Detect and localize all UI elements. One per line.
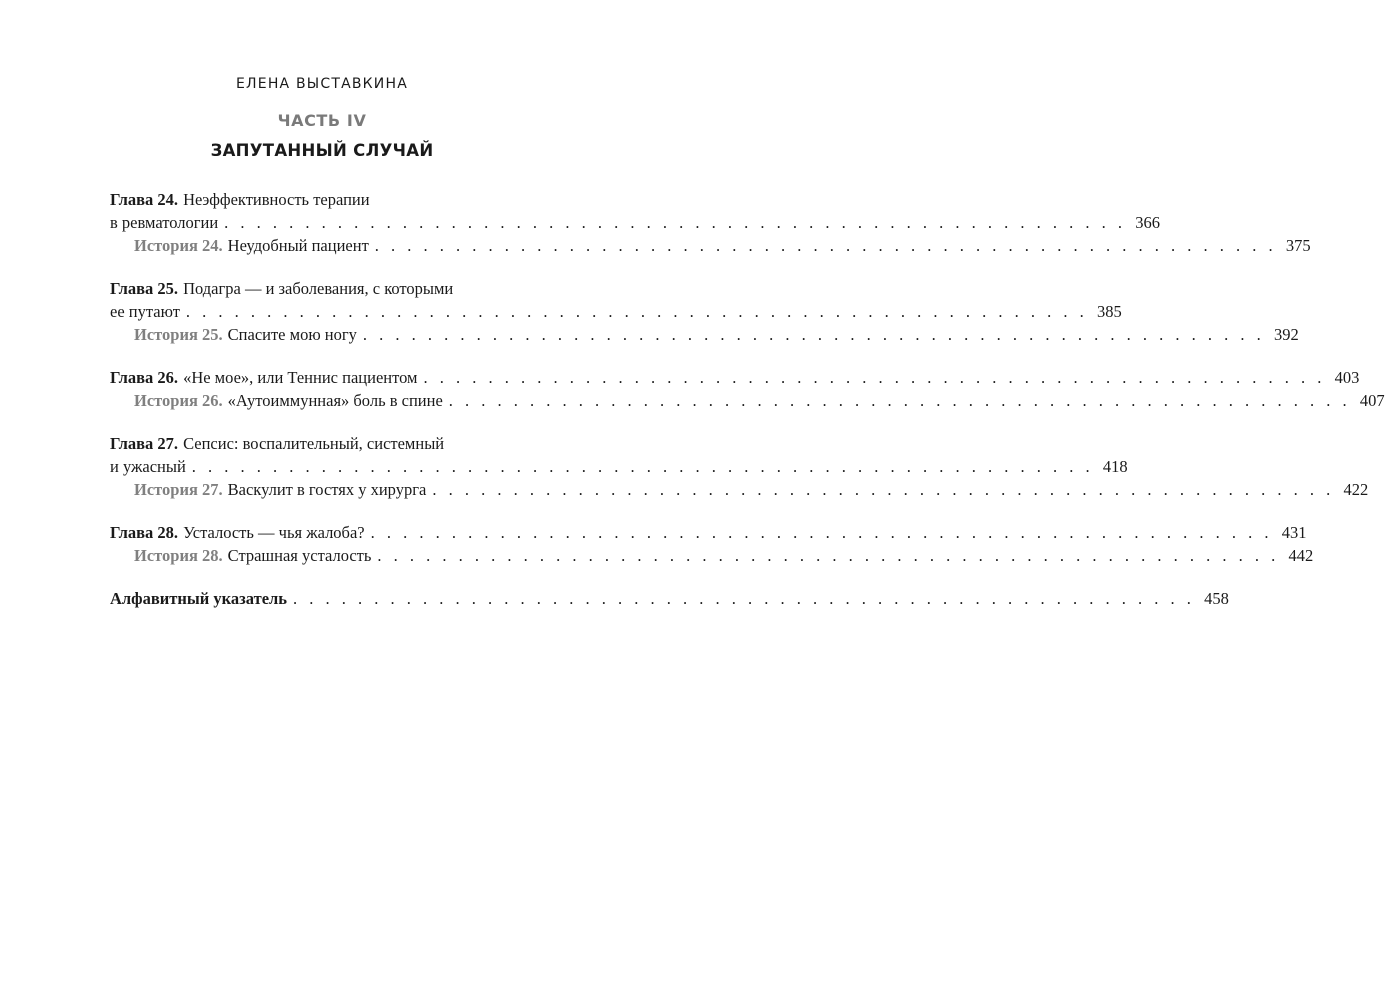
chapter-28-title: Усталость — чья жалоба? xyxy=(183,523,365,542)
chapter-25-title-line xyxy=(110,277,572,300)
dot-leader: . . . . . . . . . . . . . . . . . . . . . . . . . . . . . . . . . . . . . . . . . . . . . . . . . . . . . . . . xyxy=(370,523,1273,542)
story-28-label: История 28. xyxy=(134,546,223,565)
story-24-page: 375 xyxy=(1285,236,1311,255)
toc-group-28 xyxy=(110,521,1314,567)
story-24-entry[interactable] xyxy=(110,234,1311,257)
chapter-27-title: Сепсис: воспалительный, системный xyxy=(183,434,445,453)
dot-leader: . . . . . . . . . . . . . . . . . . . . . . . . . . . . . . . . . . . . . . . . . . . . . . . . . . . . . . . . xyxy=(293,589,1195,608)
index-page: 458 xyxy=(1204,589,1229,608)
chapter-27-title-line xyxy=(110,432,572,455)
chapter-24-entry[interactable] xyxy=(110,211,1161,234)
chapter-24-title-line xyxy=(110,188,572,211)
index-entry[interactable] xyxy=(110,587,1229,610)
chapter-28-entry[interactable] xyxy=(110,521,1307,544)
story-27-title: Васкулит в гостях у хирурга xyxy=(227,480,427,499)
table-of-contents xyxy=(110,188,1385,630)
chapter-25-title: Подагра — и заболевания, с которыми xyxy=(183,279,454,298)
dot-leader: . . . . . . . . . . . . . . . . . . . . . . . . . . . . . . . . . . . . . . . . . . . . . . . . . . . . . . . . xyxy=(224,213,1127,232)
story-28-entry[interactable] xyxy=(110,544,1314,567)
chapter-27-title-cont: и ужасный xyxy=(110,457,186,476)
story-24-title: Неудобный пациент xyxy=(227,236,369,255)
dot-leader: . . . . . . . . . . . . . . . . . . . . . . . . . . . . . . . . . . . . . . . . . . . . . . . . . . . . . . . . xyxy=(362,325,1265,344)
chapter-26-title: «Не мое», или Теннис пациентом xyxy=(183,368,418,387)
dot-leader: . . . . . . . . . . . . . . . . . . . . . . . . . . . . . . . . . . . . . . . . . . . . . . . . . . . . . . . . xyxy=(448,391,1351,410)
chapter-28-label: Глава 28. xyxy=(110,523,179,542)
story-25-page: 392 xyxy=(1274,325,1299,344)
chapter-26-page: 403 xyxy=(1334,368,1360,387)
story-27-page: 422 xyxy=(1343,480,1369,499)
story-26-page: 407 xyxy=(1359,391,1385,410)
chapter-26-label: Глава 26. xyxy=(110,368,179,387)
story-24-label: История 24. xyxy=(134,236,223,255)
dot-leader: . . . . . . . . . . . . . . . . . . . . . . . . . . . . . . . . . . . . . . . . . . . . . . . . . . . . . . . . xyxy=(191,457,1094,476)
index-label: Алфавитный указатель xyxy=(110,589,288,608)
chapter-27-label: Глава 27. xyxy=(110,434,179,453)
chapter-27-page: 418 xyxy=(1102,457,1128,476)
chapter-24-title-cont: в ревматологии xyxy=(110,213,219,232)
story-28-page: 442 xyxy=(1288,546,1314,565)
part-title: ЗАПУТАННЫЙ СЛУЧАЙ xyxy=(210,141,434,160)
dot-leader: . . . . . . . . . . . . . . . . . . . . . . . . . . . . . . . . . . . . . . . . . . . . . . . . . . . . . . . . xyxy=(374,236,1277,255)
story-25-title: Спасите мою ногу xyxy=(227,325,357,344)
toc-group-27 xyxy=(110,432,1369,501)
chapter-25-entry[interactable] xyxy=(110,300,1122,323)
toc-group-25 xyxy=(110,277,1299,346)
chapter-25-title-cont: ее путают xyxy=(110,302,180,321)
chapter-24-page: 366 xyxy=(1135,213,1161,232)
chapter-24-label: Глава 24. xyxy=(110,190,179,209)
story-27-entry[interactable] xyxy=(110,478,1369,501)
story-26-title: «Аутоиммунная» боль в спине xyxy=(227,391,443,410)
chapter-26-entry[interactable] xyxy=(110,366,1360,389)
part-number: ЧАСТЬ IV xyxy=(277,111,367,130)
dot-leader: . . . . . . . . . . . . . . . . . . . . . . . . . . . . . . . . . . . . . . . . . . . . . . . . . . . . . . . . xyxy=(432,480,1335,499)
toc-group-index xyxy=(110,587,1229,610)
dot-leader: . . . . . . . . . . . . . . . . . . . . . . . . . . . . . . . . . . . . . . . . . . . . . . . . . . . . . . . . xyxy=(185,302,1088,321)
chapter-25-label: Глава 25. xyxy=(110,279,179,298)
toc-group-24 xyxy=(110,188,1311,257)
toc-group-26 xyxy=(110,366,1385,412)
chapter-24-title: Неэффективность терапии xyxy=(183,190,370,209)
dot-leader: . . . . . . . . . . . . . . . . . . . . . . . . . . . . . . . . . . . . . . . . . . . . . . . . . . . . . . . . xyxy=(423,368,1326,387)
story-25-entry[interactable] xyxy=(110,323,1299,346)
story-27-label: История 27. xyxy=(134,480,223,499)
story-26-label: История 26. xyxy=(134,391,223,410)
story-26-entry[interactable] xyxy=(110,389,1385,412)
dot-leader: . . . . . . . . . . . . . . . . . . . . . . . . . . . . . . . . . . . . . . . . . . . . . . . . . . . . . . . . xyxy=(377,546,1280,565)
chapter-27-entry[interactable] xyxy=(110,455,1128,478)
chapter-25-page: 385 xyxy=(1097,302,1122,321)
author-running-head: ЕЛЕНА ВЫСТАВКИНА xyxy=(236,76,408,92)
chapter-28-page: 431 xyxy=(1281,523,1307,542)
story-25-label: История 25. xyxy=(134,325,223,344)
story-28-title: Страшная усталость xyxy=(227,546,372,565)
